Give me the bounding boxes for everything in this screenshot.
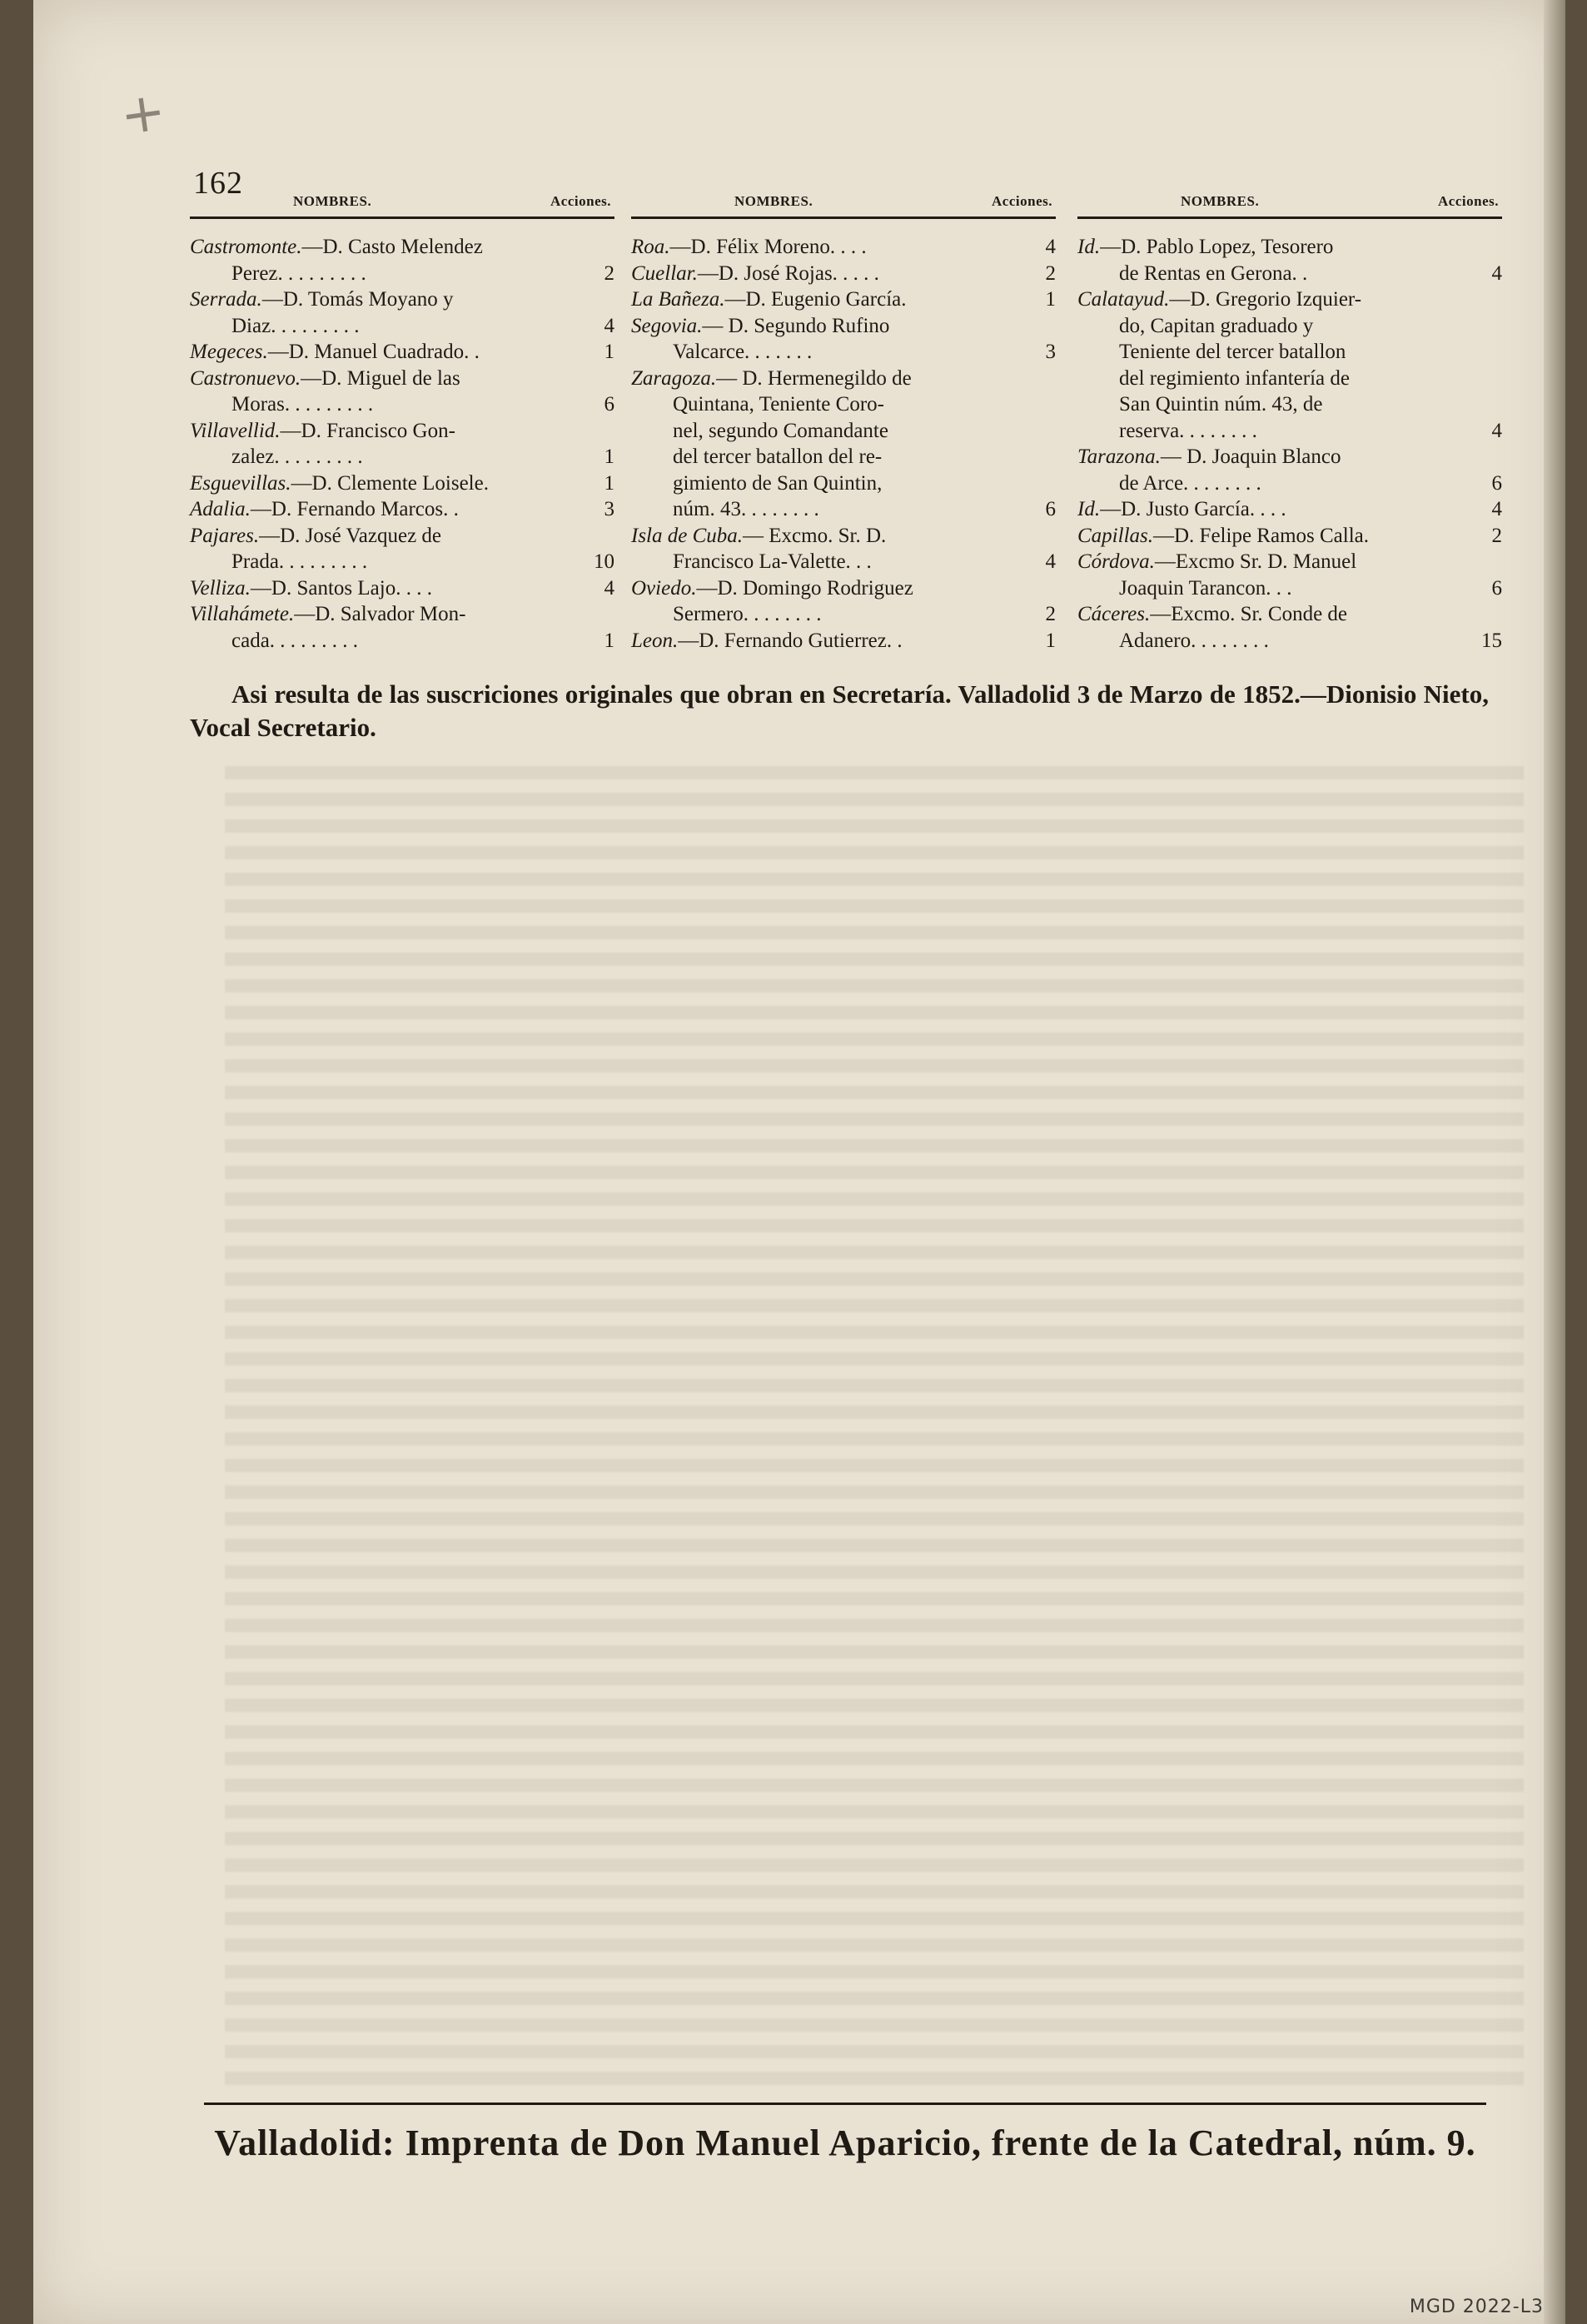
subscriber-entry-line [1077,339,1502,366]
subscriber-name: —D. Gregorio Izquier- [1169,288,1362,311]
shares-count: 4 [1045,550,1056,573]
shares-spacer [1465,444,1502,470]
place-name: Segovia. [631,314,703,337]
subscriber-entry-line [631,628,1056,654]
shares-spacer [1019,418,1056,445]
subscriber-name: —D. Santos Lajo. . . . [250,576,432,600]
shares-spacer [1019,444,1056,470]
shares-header: Acciones. [992,193,1052,209]
subscriber-name: —D. José Vazquez de [259,524,442,547]
shares-count: 6 [1491,471,1502,495]
subscriber-name: —D. Eugenio García. [724,288,907,311]
place-name: Velliza. [190,576,251,600]
shares-count: 4 [1491,261,1502,285]
subscriber-name: Francisco La-Valette. . . [673,550,872,573]
shares-count: 6 [604,393,614,416]
subscriber-name: —D. Tomás Moyano y [261,288,454,311]
subscriber-entry-line [631,261,1056,287]
subscriber-name: — D. Segundo Rufino [702,314,890,337]
subscriber-name: San Quintin núm. 43, de [1119,393,1323,416]
shares-count: 2 [1491,524,1502,547]
subscriber-name: —D. Miguel de las [301,366,460,390]
shares-count: 10 [594,550,614,573]
subscriber-entry-line [631,339,1056,366]
shares-spacer [1019,366,1056,392]
summary-paragraph: Asi resulta de las suscriciones originales que obran en Secretaría. Valladolid 3 de Marzo de 1852.—Dionisio Nieto, Vocal Secretario. [190,679,1489,742]
subscriber-entry-line [190,286,614,313]
shares-spacer [1019,523,1056,550]
names-header: NOMBRES. [293,193,372,209]
column-body [190,234,614,654]
subscriber-entry-line [190,549,614,575]
shares-spacer [1465,601,1502,628]
names-header: NOMBRES. [734,193,813,209]
shares-count: 4 [1045,236,1056,258]
shares-spacer [1465,234,1502,261]
shares-count: 3 [1045,341,1056,363]
subscriber-name: Diaz. . . . . . . . . [231,314,360,337]
subscriber-entry-line [1077,234,1502,261]
place-name: Serrada. [190,288,262,311]
shares-count: 3 [604,498,614,520]
subscriber-entry-line [631,575,1056,602]
subscriber-entry-line [631,286,1056,313]
shares-count: 2 [1045,603,1056,625]
place-name: Castromonte. [190,236,302,258]
shares-spacer [578,366,614,392]
subscriber-name: Teniente del tercer batallon [1119,341,1346,363]
subscriber-name: Perez. . . . . . . . . [231,261,366,285]
subscriber-name: —D. Félix Moreno. . . . [669,236,867,258]
place-name: Esguevillas. [190,471,291,495]
subscriber-entry-line [1077,496,1502,523]
names-header: NOMBRES. [1181,193,1260,209]
place-name: La Bañeza. [631,288,725,311]
show-through-text [225,766,1524,2098]
shares-spacer [1465,391,1502,418]
subscriber-name: —D. Pablo Lopez, Tesorero [1100,236,1334,258]
shares-spacer [578,418,614,445]
place-name: Cáceres. [1077,603,1151,625]
subscriber-name: — D. Joaquin Blanco [1160,445,1341,468]
shares-spacer [578,601,614,628]
subscriber-name: —D. Francisco Gon- [280,419,455,442]
place-name: Isla de Cuba. [631,524,744,547]
subscriber-name: del tercer batallon del re- [673,445,883,468]
page-edge [1544,0,1565,2324]
subscriber-entry-line [190,601,614,628]
shares-spacer [1465,366,1502,392]
shares-count: 1 [604,445,614,468]
shares-spacer [1465,313,1502,340]
subscriber-entry-line [1077,286,1502,313]
subscriber-name: — D. Hermenegildo de [716,366,912,390]
shares-spacer [1019,313,1056,340]
place-name: Córdova. [1077,550,1155,573]
subscriber-entry-line [190,496,614,523]
subscriber-entry-line [631,523,1056,550]
subscriber-name: núm. 43. . . . . . . . [673,498,819,520]
subscriber-entry-line [631,391,1056,418]
subscriber-column-2 [631,193,1056,654]
place-name: Capillas. [1077,524,1153,547]
shares-count: 1 [604,341,614,363]
subscriber-entry-line [190,391,614,418]
shares-count: 6 [1491,576,1502,600]
subscriber-name: del regimiento infantería de [1119,366,1350,390]
place-name: Megeces. [190,341,268,363]
archive-stamp: MGD 2022-L3 [1409,2297,1544,2317]
printer-footer: Valladolid: Imprenta de Don Manuel Aparicio, frente de la Catedral, núm. 9. [214,2122,1476,2163]
place-name: Tarazona. [1077,445,1161,468]
subscriber-entry-line [631,470,1056,497]
subscriber-entry-line [1077,601,1502,628]
subscriber-entry-line [1077,470,1502,497]
shares-spacer [578,234,614,261]
column-header [1077,193,1502,219]
place-name: Calatayud. [1077,288,1170,311]
subscriber-name: — Excmo. Sr. D. [743,524,887,547]
subscriber-entry-line [190,261,614,287]
shares-spacer [578,286,614,313]
subscriber-name: —D. Salvador Mon- [294,603,466,625]
subscriber-name: —Excmo Sr. D. Manuel [1154,550,1357,573]
subscriber-name: —D. Manuel Cuadrado. . [267,341,480,363]
subscriber-name: do, Capitan graduado y [1119,314,1314,337]
subscriber-entry-line [631,313,1056,340]
subscriber-name: —D. Domingo Rodriguez [696,576,913,600]
subscriber-entry-line [190,628,614,654]
column-body [631,234,1056,654]
subscriber-name: Valcarce. . . . . . . [673,341,813,363]
subscriber-entry-line [631,366,1056,392]
subscriber-entry-line [1077,523,1502,550]
subscriber-entry-line [1077,366,1502,392]
place-name: Villahámete. [190,603,295,625]
subscriber-name: —D. Clemente Loisele. [291,471,489,495]
subscriber-name: reserva. . . . . . . . [1119,419,1257,442]
subscriber-name: Quintana, Teniente Coro- [673,393,884,416]
subscriber-name: Joaquin Tarancon. . . [1119,576,1292,600]
page-number: 162 [193,166,243,201]
subscriber-entry-line [190,339,614,366]
subscriber-entry-line [190,366,614,392]
shares-count: 4 [604,314,614,337]
column-header [631,193,1056,219]
subscriber-name: —D. Casto Melendez [301,236,483,258]
subscriber-entry-line [1077,391,1502,418]
subscriber-entry-line [631,444,1056,470]
footer-rule [204,2103,1486,2105]
subscriber-entry-line [190,575,614,602]
place-name: Id. [1077,236,1101,258]
column-body [1077,234,1502,654]
place-name: Villavellid. [190,419,281,442]
shares-spacer [1465,339,1502,366]
subscriber-entry-line [190,470,614,497]
subscriber-name: gimiento de San Quintin, [673,471,883,495]
subscriber-name: —D. Felipe Ramos Calla. [1153,524,1369,547]
shares-count: 15 [1481,629,1502,652]
subscriber-entry-line [1077,444,1502,470]
shares-header: Acciones. [550,193,611,209]
subscriber-name: zalez. . . . . . . . . [231,445,363,468]
place-name: Roa. [631,236,670,258]
shares-spacer [1019,470,1056,497]
subscriber-name: Sermero. . . . . . . . [673,603,822,625]
subscriber-entry-line [190,444,614,470]
subscriber-entry-line [190,418,614,445]
shares-count: 4 [1491,498,1502,520]
shares-count: 6 [1045,498,1056,520]
place-name: Oviedo. [631,576,697,600]
shares-count: 1 [1045,629,1056,652]
subscriber-entry-line [631,418,1056,445]
subscriber-entry-line [190,313,614,340]
shares-count: 4 [604,576,614,600]
subscriber-entry-line [631,601,1056,628]
subscriber-name: nel, segundo Comandante [673,419,888,442]
place-name: Leon. [631,629,679,652]
shares-count: 2 [604,261,614,285]
place-name: Cuellar. [631,261,698,285]
subscriber-entry-line [631,234,1056,261]
subscriber-entry-line [190,234,614,261]
shares-spacer [1465,286,1502,313]
subscriber-entry-line [1077,549,1502,575]
subscriber-entry-line [1077,418,1502,445]
place-name: Adalia. [190,498,251,520]
subscriber-name: —D. Fernando Marcos. . [250,498,459,520]
subscriber-entry-line [631,549,1056,575]
shares-spacer [1019,391,1056,418]
subscriber-name: Moras. . . . . . . . . [231,393,374,416]
shares-count: 1 [1045,288,1056,311]
place-name: Pajares. [190,524,260,547]
subscriber-entry-line [1077,261,1502,287]
subscriber-name: Prada. . . . . . . . . [231,550,368,573]
subscriber-name: de Rentas en Gerona. . [1119,261,1308,285]
subscriber-entry-line [1077,575,1502,602]
shares-count: 1 [604,471,614,495]
subscriber-name: —D. Fernando Gutierrez. . [678,629,903,652]
column-header [190,193,614,219]
shares-header: Acciones. [1438,193,1499,209]
subscriber-entry-line [190,523,614,550]
subscriber-name: —D. José Rojas. . . . . [697,261,879,285]
subscriber-name: cada. . . . . . . . . [231,629,359,652]
pencil-mark-icon: + [117,80,170,148]
shares-count: 4 [1491,419,1502,442]
subscriber-entry-line [1077,313,1502,340]
subscriber-column-3 [1077,193,1502,654]
place-name: Id. [1077,498,1101,520]
subscriber-name: de Arce. . . . . . . . [1119,471,1261,495]
shares-spacer [1019,575,1056,602]
shares-count: 1 [604,629,614,652]
place-name: Castronuevo. [190,366,301,390]
subscriber-name: Adanero. . . . . . . . [1119,629,1269,652]
subscriber-entry-line [631,496,1056,523]
shares-count: 2 [1045,261,1056,285]
place-name: Zaragoza. [631,366,717,390]
subscriber-name: —Excmo. Sr. Conde de [1150,603,1348,625]
shares-spacer [578,523,614,550]
shares-spacer [1465,549,1502,575]
subscriber-column-1 [190,193,614,654]
subscriber-name: —D. Justo García. . . . [1100,498,1286,520]
subscriber-entry-line [1077,628,1502,654]
